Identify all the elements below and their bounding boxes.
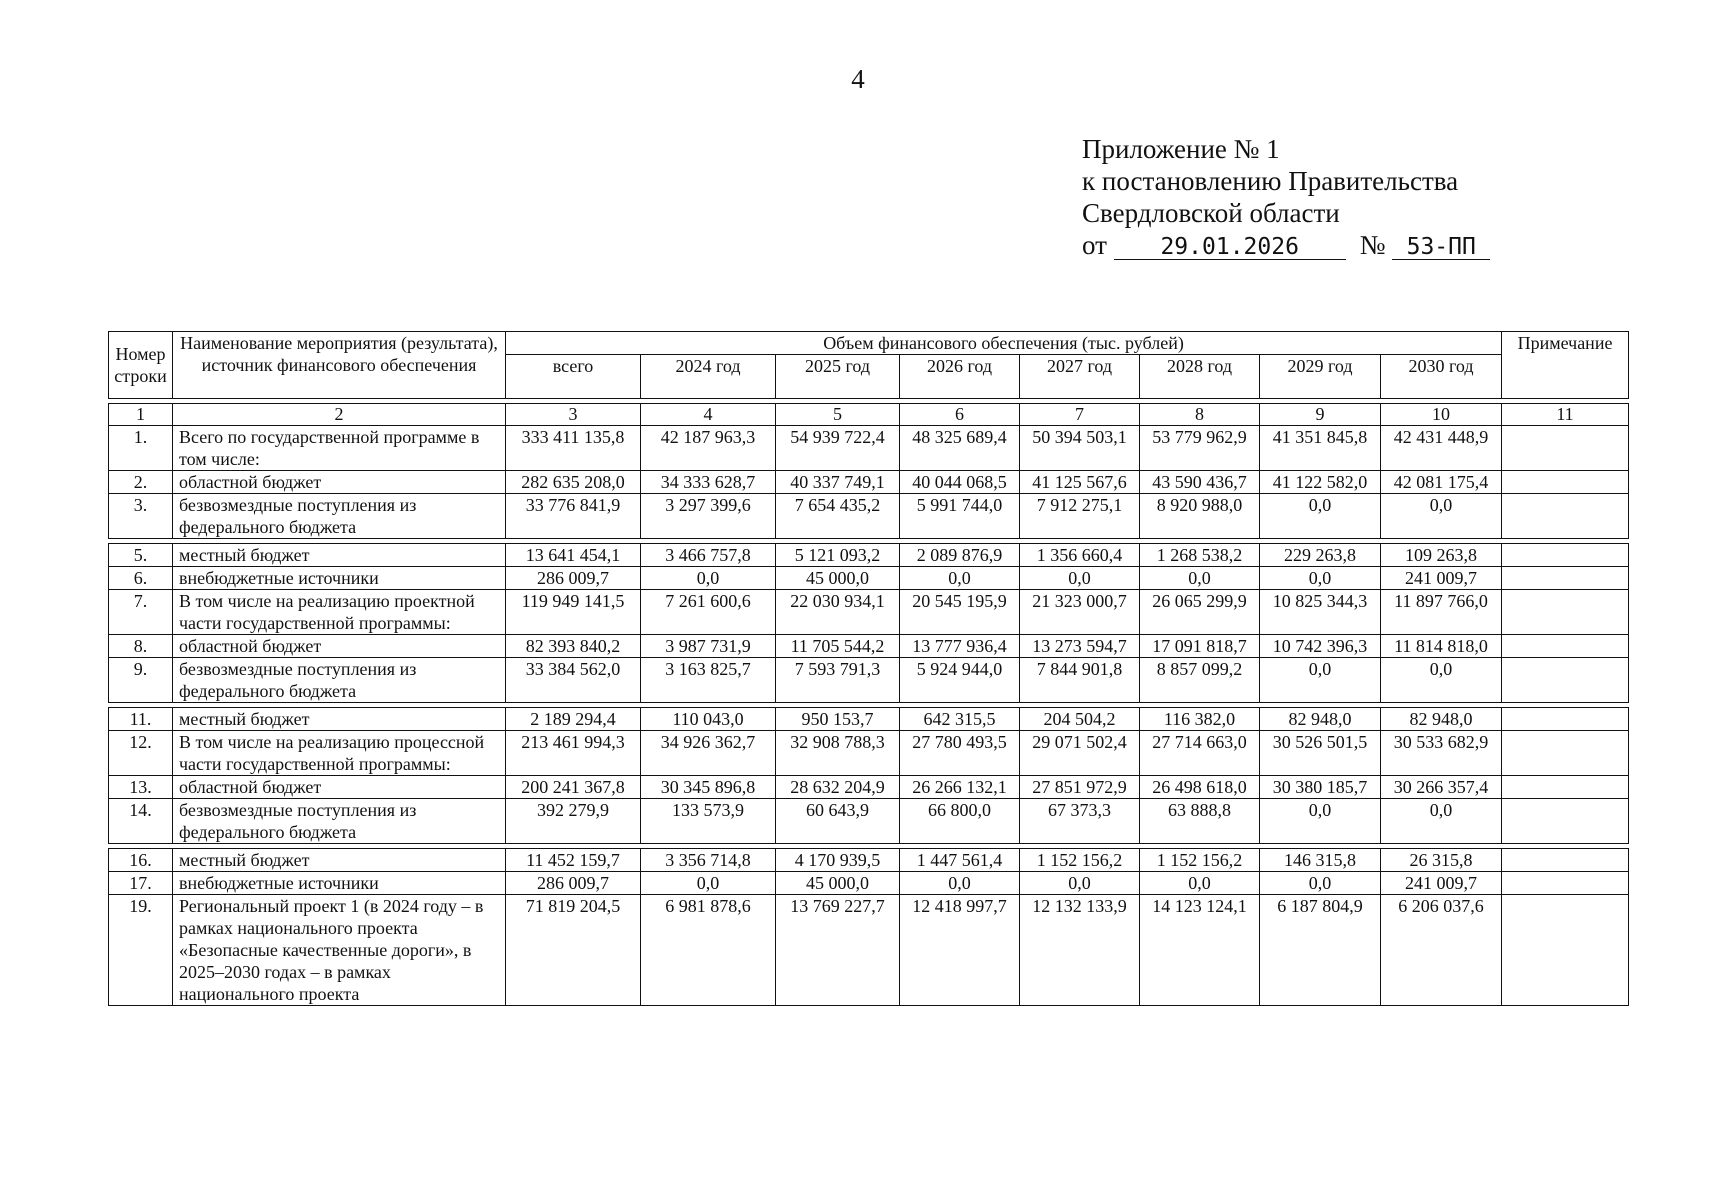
row-number: 19. bbox=[109, 895, 173, 1006]
row-value: 13 769 227,7 bbox=[776, 895, 900, 1006]
header-name: Наименование мероприятия (результата), источник финансового обеспечения bbox=[173, 332, 506, 399]
column-number-row bbox=[109, 404, 1629, 426]
table-row bbox=[109, 658, 1629, 703]
row-value: 0,0 bbox=[1381, 799, 1502, 844]
row-number: 16. bbox=[109, 849, 173, 872]
table-row bbox=[109, 567, 1629, 590]
row-value: 11 814 818,0 bbox=[1381, 635, 1502, 658]
row-number: 7. bbox=[109, 590, 173, 635]
row-note bbox=[1502, 426, 1629, 471]
row-name: Региональный проект 1 (в 2024 году – в рамках национального проекта «Безопасные качественные дороги», в 2025–2030 годах – в рамках национального проекта bbox=[173, 895, 506, 1006]
row-number: 12. bbox=[109, 731, 173, 776]
row-value: 2 089 876,9 bbox=[900, 544, 1020, 567]
table-row bbox=[109, 426, 1629, 471]
header-funding: Объем финансового обеспечения (тыс. рублей) bbox=[506, 332, 1502, 355]
row-note bbox=[1502, 658, 1629, 703]
row-note bbox=[1502, 776, 1629, 799]
row-note bbox=[1502, 849, 1629, 872]
row-name: безвозмездные поступления из федерального бюджета bbox=[173, 494, 506, 539]
row-value: 7 912 275,1 bbox=[1020, 494, 1140, 539]
row-value: 213 461 994,3 bbox=[506, 731, 641, 776]
annex-region: Свердловской области bbox=[1082, 198, 1340, 228]
page-number: 4 bbox=[851, 64, 865, 94]
row-number: 11. bbox=[109, 708, 173, 731]
row-number: 5. bbox=[109, 544, 173, 567]
row-value: 241 009,7 bbox=[1381, 567, 1502, 590]
column-number: 1 bbox=[109, 404, 173, 426]
row-value: 54 939 722,4 bbox=[776, 426, 900, 471]
financing-table bbox=[108, 331, 1629, 1006]
row-value: 133 573,9 bbox=[641, 799, 776, 844]
column-number: 9 bbox=[1260, 404, 1381, 426]
table-body bbox=[109, 404, 1629, 1006]
annex-block bbox=[1082, 133, 1490, 261]
row-value: 42 081 175,4 bbox=[1381, 471, 1502, 494]
row-value: 34 926 362,7 bbox=[641, 731, 776, 776]
row-number: 3. bbox=[109, 494, 173, 539]
row-value: 146 315,8 bbox=[1260, 849, 1381, 872]
row-value: 82 948,0 bbox=[1381, 708, 1502, 731]
row-value: 0,0 bbox=[1260, 658, 1381, 703]
row-value: 41 125 567,6 bbox=[1020, 471, 1140, 494]
row-note bbox=[1502, 799, 1629, 844]
row-name: внебюджетные источники bbox=[173, 872, 506, 895]
table-row bbox=[109, 776, 1629, 799]
row-name: местный бюджет bbox=[173, 849, 506, 872]
row-name: областной бюджет bbox=[173, 776, 506, 799]
row-value: 30 345 896,8 bbox=[641, 776, 776, 799]
row-value: 29 071 502,4 bbox=[1020, 731, 1140, 776]
row-value: 41 351 845,8 bbox=[1260, 426, 1381, 471]
annex-date-number-line bbox=[1082, 229, 1490, 261]
table-row bbox=[109, 895, 1629, 1006]
row-value: 21 323 000,7 bbox=[1020, 590, 1140, 635]
row-number: 8. bbox=[109, 635, 173, 658]
row-value: 282 635 208,0 bbox=[506, 471, 641, 494]
column-number: 8 bbox=[1140, 404, 1260, 426]
column-number: 4 bbox=[641, 404, 776, 426]
column-number: 7 bbox=[1020, 404, 1140, 426]
column-number: 6 bbox=[900, 404, 1020, 426]
row-value: 60 643,9 bbox=[776, 799, 900, 844]
row-note bbox=[1502, 567, 1629, 590]
header-year: 2030 год bbox=[1381, 355, 1502, 399]
header-note: Примечание bbox=[1502, 332, 1629, 399]
row-value: 200 241 367,8 bbox=[506, 776, 641, 799]
row-value: 13 273 594,7 bbox=[1020, 635, 1140, 658]
row-value: 6 981 878,6 bbox=[641, 895, 776, 1006]
row-value: 6 206 037,6 bbox=[1381, 895, 1502, 1006]
annex-title: Приложение № 1 bbox=[1082, 134, 1280, 164]
row-value: 71 819 204,5 bbox=[506, 895, 641, 1006]
row-value: 42 187 963,3 bbox=[641, 426, 776, 471]
header-year: 2025 год bbox=[776, 355, 900, 399]
row-value: 7 844 901,8 bbox=[1020, 658, 1140, 703]
row-value: 3 297 399,6 bbox=[641, 494, 776, 539]
resolution-number: 53-ПП bbox=[1392, 235, 1490, 260]
row-value: 53 779 962,9 bbox=[1140, 426, 1260, 471]
row-value: 67 373,3 bbox=[1020, 799, 1140, 844]
row-value: 10 742 396,3 bbox=[1260, 635, 1381, 658]
table-row bbox=[109, 590, 1629, 635]
row-value: 392 279,9 bbox=[506, 799, 641, 844]
row-value: 17 091 818,7 bbox=[1140, 635, 1260, 658]
row-number: 17. bbox=[109, 872, 173, 895]
row-value: 5 121 093,2 bbox=[776, 544, 900, 567]
row-number: 1. bbox=[109, 426, 173, 471]
row-value: 82 948,0 bbox=[1260, 708, 1381, 731]
row-note bbox=[1502, 544, 1629, 567]
row-name: областной бюджет bbox=[173, 635, 506, 658]
row-value: 116 382,0 bbox=[1140, 708, 1260, 731]
table-row bbox=[109, 731, 1629, 776]
row-value: 27 851 972,9 bbox=[1020, 776, 1140, 799]
row-value: 43 590 436,7 bbox=[1140, 471, 1260, 494]
row-value: 3 987 731,9 bbox=[641, 635, 776, 658]
row-value: 1 447 561,4 bbox=[900, 849, 1020, 872]
row-value: 28 632 204,9 bbox=[776, 776, 900, 799]
header-year: 2024 год bbox=[641, 355, 776, 399]
row-value: 30 266 357,4 bbox=[1381, 776, 1502, 799]
row-value: 2 189 294,4 bbox=[506, 708, 641, 731]
row-value: 3 466 757,8 bbox=[641, 544, 776, 567]
row-value: 0,0 bbox=[641, 872, 776, 895]
row-value: 40 044 068,5 bbox=[900, 471, 1020, 494]
row-value: 1 268 538,2 bbox=[1140, 544, 1260, 567]
column-number: 2 bbox=[173, 404, 506, 426]
row-value: 950 153,7 bbox=[776, 708, 900, 731]
row-value: 12 418 997,7 bbox=[900, 895, 1020, 1006]
row-value: 229 263,8 bbox=[1260, 544, 1381, 567]
row-value: 0,0 bbox=[900, 872, 1020, 895]
row-value: 0,0 bbox=[1020, 872, 1140, 895]
row-value: 0,0 bbox=[1140, 567, 1260, 590]
header-row-number: Номер строки bbox=[109, 332, 173, 399]
row-value: 0,0 bbox=[1260, 567, 1381, 590]
row-value: 8 920 988,0 bbox=[1140, 494, 1260, 539]
row-value: 42 431 448,9 bbox=[1381, 426, 1502, 471]
row-value: 204 504,2 bbox=[1020, 708, 1140, 731]
row-number: 2. bbox=[109, 471, 173, 494]
row-value: 63 888,8 bbox=[1140, 799, 1260, 844]
row-name: областной бюджет bbox=[173, 471, 506, 494]
table-row bbox=[109, 471, 1629, 494]
table-row bbox=[109, 799, 1629, 844]
row-value: 50 394 503,1 bbox=[1020, 426, 1140, 471]
row-value: 241 009,7 bbox=[1381, 872, 1502, 895]
header-year: 2026 год bbox=[900, 355, 1020, 399]
table-row bbox=[109, 494, 1629, 539]
row-number: 14. bbox=[109, 799, 173, 844]
row-number: 13. bbox=[109, 776, 173, 799]
row-value: 33 384 562,0 bbox=[506, 658, 641, 703]
row-name: безвозмездные поступления из федерального бюджета bbox=[173, 658, 506, 703]
row-note bbox=[1502, 590, 1629, 635]
row-value: 0,0 bbox=[641, 567, 776, 590]
row-value: 0,0 bbox=[900, 567, 1020, 590]
row-value: 41 122 582,0 bbox=[1260, 471, 1381, 494]
row-value: 30 380 185,7 bbox=[1260, 776, 1381, 799]
row-note bbox=[1502, 494, 1629, 539]
row-value: 109 263,8 bbox=[1381, 544, 1502, 567]
row-note bbox=[1502, 635, 1629, 658]
row-value: 0,0 bbox=[1381, 658, 1502, 703]
row-value: 5 991 744,0 bbox=[900, 494, 1020, 539]
row-value: 40 337 749,1 bbox=[776, 471, 900, 494]
row-value: 66 800,0 bbox=[900, 799, 1020, 844]
header-year: 2028 год bbox=[1140, 355, 1260, 399]
row-value: 1 152 156,2 bbox=[1020, 849, 1140, 872]
row-note bbox=[1502, 895, 1629, 1006]
row-value: 82 393 840,2 bbox=[506, 635, 641, 658]
row-value: 30 533 682,9 bbox=[1381, 731, 1502, 776]
row-value: 8 857 099,2 bbox=[1140, 658, 1260, 703]
row-value: 13 777 936,4 bbox=[900, 635, 1020, 658]
row-value: 3 356 714,8 bbox=[641, 849, 776, 872]
table-row bbox=[109, 708, 1629, 731]
row-value: 34 333 628,7 bbox=[641, 471, 776, 494]
header-row-1 bbox=[109, 332, 1629, 355]
row-value: 0,0 bbox=[1260, 494, 1381, 539]
row-value: 32 908 788,3 bbox=[776, 731, 900, 776]
table-row bbox=[109, 635, 1629, 658]
row-value: 11 452 159,7 bbox=[506, 849, 641, 872]
row-name: местный бюджет bbox=[173, 544, 506, 567]
annex-subtitle: к постановлению Правительства bbox=[1082, 166, 1459, 196]
table-row bbox=[109, 849, 1629, 872]
row-value: 27 714 663,0 bbox=[1140, 731, 1260, 776]
row-value: 110 043,0 bbox=[641, 708, 776, 731]
row-value: 45 000,0 bbox=[776, 567, 900, 590]
number-prefix: № bbox=[1359, 230, 1386, 260]
row-name: местный бюджет bbox=[173, 708, 506, 731]
row-note bbox=[1502, 708, 1629, 731]
row-value: 0,0 bbox=[1140, 872, 1260, 895]
resolution-date: 29.01.2026 bbox=[1114, 235, 1346, 260]
row-number: 9. bbox=[109, 658, 173, 703]
row-value: 5 924 944,0 bbox=[900, 658, 1020, 703]
row-value: 0,0 bbox=[1381, 494, 1502, 539]
row-value: 119 949 141,5 bbox=[506, 590, 641, 635]
row-value: 0,0 bbox=[1260, 799, 1381, 844]
row-value: 1 356 660,4 bbox=[1020, 544, 1140, 567]
column-number: 5 bbox=[776, 404, 900, 426]
row-value: 26 266 132,1 bbox=[900, 776, 1020, 799]
row-name: В том числе на реализацию проектной части государственной программы: bbox=[173, 590, 506, 635]
row-value: 11 897 766,0 bbox=[1381, 590, 1502, 635]
row-value: 642 315,5 bbox=[900, 708, 1020, 731]
row-value: 33 776 841,9 bbox=[506, 494, 641, 539]
row-value: 20 545 195,9 bbox=[900, 590, 1020, 635]
header-year: 2027 год bbox=[1020, 355, 1140, 399]
row-value: 7 593 791,3 bbox=[776, 658, 900, 703]
row-value: 30 526 501,5 bbox=[1260, 731, 1381, 776]
row-value: 1 152 156,2 bbox=[1140, 849, 1260, 872]
row-value: 22 030 934,1 bbox=[776, 590, 900, 635]
row-name: внебюджетные источники bbox=[173, 567, 506, 590]
row-note bbox=[1502, 731, 1629, 776]
table-row bbox=[109, 544, 1629, 567]
row-value: 13 641 454,1 bbox=[506, 544, 641, 567]
row-value: 45 000,0 bbox=[776, 872, 900, 895]
row-value: 3 163 825,7 bbox=[641, 658, 776, 703]
row-value: 7 654 435,2 bbox=[776, 494, 900, 539]
row-name: Всего по государственной программе в том числе: bbox=[173, 426, 506, 471]
header-year: всего bbox=[506, 355, 641, 399]
row-note bbox=[1502, 471, 1629, 494]
table-row bbox=[109, 872, 1629, 895]
row-value: 26 315,8 bbox=[1381, 849, 1502, 872]
row-value: 333 411 135,8 bbox=[506, 426, 641, 471]
row-value: 11 705 544,2 bbox=[776, 635, 900, 658]
row-value: 6 187 804,9 bbox=[1260, 895, 1381, 1006]
row-value: 48 325 689,4 bbox=[900, 426, 1020, 471]
row-value: 12 132 133,9 bbox=[1020, 895, 1140, 1006]
row-name: безвозмездные поступления из федерального бюджета bbox=[173, 799, 506, 844]
row-value: 0,0 bbox=[1260, 872, 1381, 895]
row-value: 0,0 bbox=[1020, 567, 1140, 590]
row-name: В том числе на реализацию процессной части государственной программы: bbox=[173, 731, 506, 776]
column-number: 3 bbox=[506, 404, 641, 426]
row-value: 286 009,7 bbox=[506, 872, 641, 895]
row-value: 26 065 299,9 bbox=[1140, 590, 1260, 635]
row-value: 26 498 618,0 bbox=[1140, 776, 1260, 799]
date-prefix: от bbox=[1082, 230, 1107, 260]
row-value: 27 780 493,5 bbox=[900, 731, 1020, 776]
row-number: 6. bbox=[109, 567, 173, 590]
row-value: 10 825 344,3 bbox=[1260, 590, 1381, 635]
row-value: 14 123 124,1 bbox=[1140, 895, 1260, 1006]
row-value: 4 170 939,5 bbox=[776, 849, 900, 872]
column-number: 11 bbox=[1502, 404, 1629, 426]
row-value: 7 261 600,6 bbox=[641, 590, 776, 635]
row-value: 286 009,7 bbox=[506, 567, 641, 590]
row-note bbox=[1502, 872, 1629, 895]
header-year: 2029 год bbox=[1260, 355, 1381, 399]
column-number: 10 bbox=[1381, 404, 1502, 426]
